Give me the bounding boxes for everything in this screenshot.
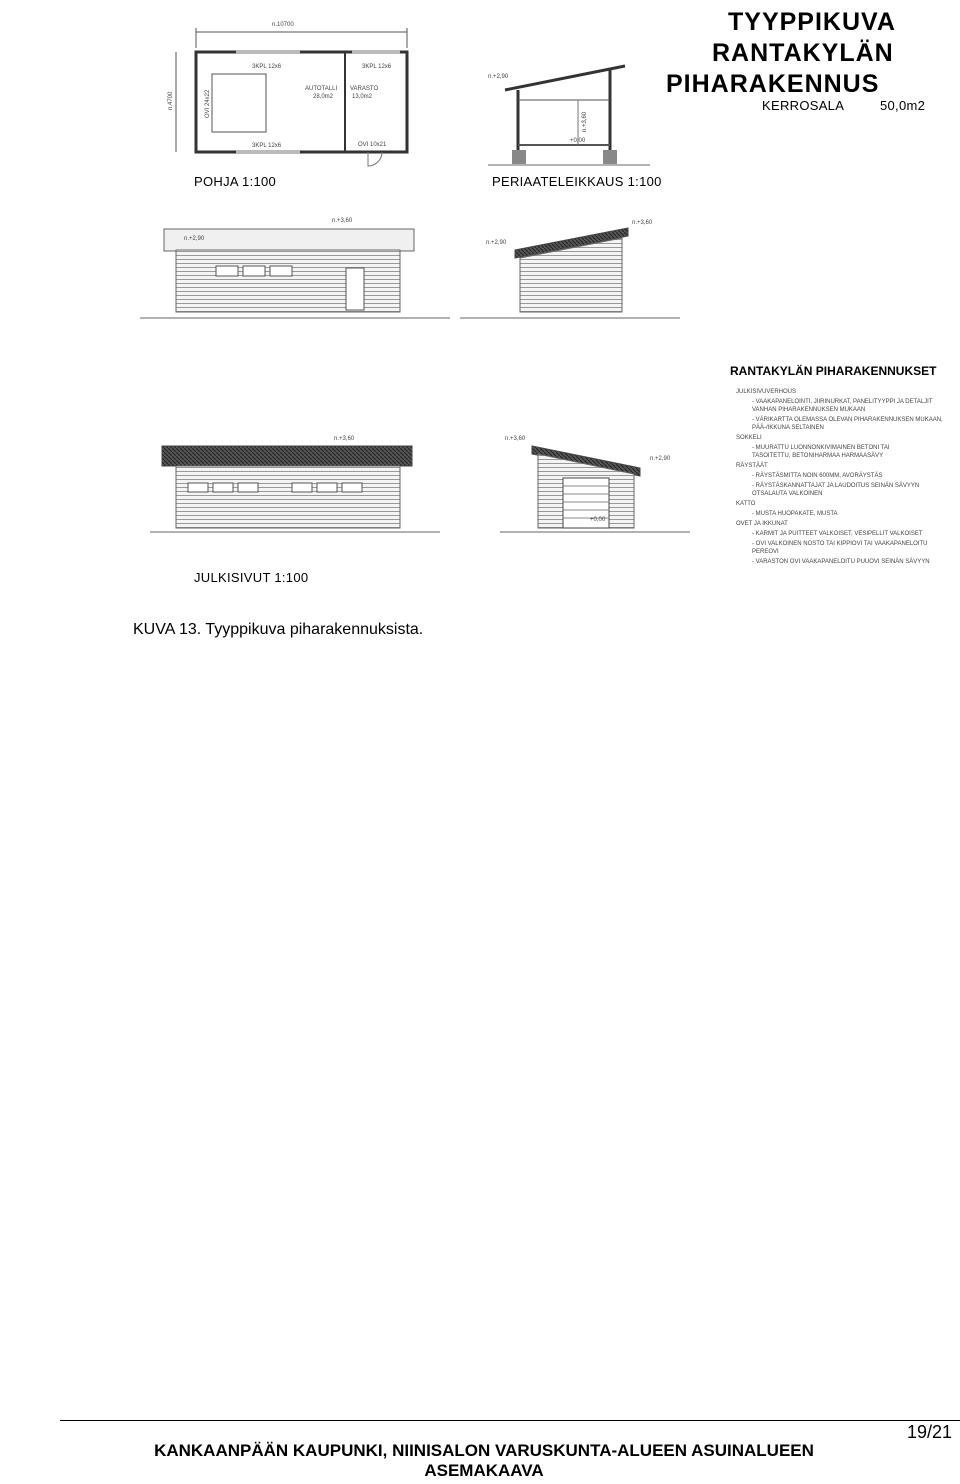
legend-item-11: OTSALAUTA VALKOINEN bbox=[752, 491, 823, 497]
elevation-lower-long bbox=[150, 436, 440, 532]
elev1-level-d: n.+3,60 bbox=[332, 218, 353, 224]
legend-item-16: - OVI VALKOINEN NOSTO TAI KIPPIOVI TAI VAAKAPANELOITU bbox=[752, 541, 928, 547]
elevations-label: JULKISIVUT 1:100 bbox=[194, 570, 309, 585]
plan-storage-area: 13,0m2 bbox=[352, 94, 373, 100]
elev2-level-f: n.+3,60 bbox=[632, 220, 653, 226]
elev4-level-j: n.+2,90 bbox=[650, 456, 671, 462]
plan-label: POHJA 1:100 bbox=[194, 174, 277, 189]
legend-item-5: SOKKELI bbox=[736, 435, 762, 441]
plan-storage: VARASTO bbox=[350, 86, 379, 92]
legend-item-1: - VAAKAPANELOINTI, JIIRINURKAT, PANELITYYPPI JA DETALJIT bbox=[752, 399, 933, 405]
elev4-level-l: +0,00 bbox=[590, 517, 606, 523]
legend-item-18: - VARASTON OVI VAAKAPANELOITU PUUOVI SEINÄN SÄVYYN bbox=[752, 559, 930, 565]
header-line2: RANTAKYLÄN bbox=[712, 39, 894, 67]
section-level-a: n.+2,90 bbox=[488, 74, 509, 80]
plan-window-bottom: 3KPL 12x6 bbox=[252, 143, 282, 149]
plan-window-top1: 3KPL 12x6 bbox=[252, 64, 282, 70]
footer-divider bbox=[60, 1420, 960, 1421]
legend-item-6: - MUURATTU LUONNONKIVIMAINEN BETONI TAI bbox=[752, 445, 890, 451]
plan-door: OVI 10x21 bbox=[358, 142, 387, 148]
plan-overall-width: n.10700 bbox=[272, 22, 294, 28]
legend-item-15: - KARMIT JA PUITTEET VALKOISET, VESIPELLIT VALKOISET bbox=[752, 531, 923, 537]
section-level-b: n.+3,60 bbox=[582, 111, 588, 132]
elev1-level-e: n.+2,90 bbox=[184, 236, 205, 242]
legend-item-3: - VÄRIKARTTA OLEMASSA OLEVAN PIHARAKENNUKSEN MUKAAN, bbox=[752, 417, 943, 423]
figure-caption: KUVA 13. Tyyppikuva piharakennuksista. bbox=[133, 621, 424, 638]
elev4-level-i: n.+3,60 bbox=[505, 436, 526, 442]
section-drawing bbox=[488, 66, 650, 165]
legend-item-7: TASOITETTU, BETONIHARMAA HARMAASÄVY bbox=[752, 453, 884, 459]
header-line1: TYYPPIKUVA bbox=[728, 8, 896, 36]
legend-item-10: - RÄYSTÄSKANNATTAJAT JA LAUDOITUS SEINÄN SÄVYYN bbox=[752, 483, 920, 489]
header-line3: PIHARAKENNUS bbox=[666, 70, 880, 98]
legend-item-2: VANHAN PIHARAKENNUKSEN MUKAAN bbox=[752, 407, 866, 413]
elevation-upper-long bbox=[140, 218, 450, 318]
footer-line1: KANKAANPÄÄN KAUPUNKI, NIINISALON VARUSKUNTA-ALUEEN ASUINALUEEN bbox=[154, 1441, 814, 1460]
page-number: 19/21 bbox=[906, 1422, 952, 1442]
plan-window-top2: 3KPL 12x6 bbox=[362, 64, 392, 70]
legend-item-9: - RÄYSTÄSMITTA NOIN 600MM, AVORÄYSTÄS bbox=[752, 473, 883, 479]
legend-item-13: - MUSTA HUOPAKATE, MUSTA bbox=[752, 511, 838, 517]
plan-overall-depth: n.4700 bbox=[168, 91, 174, 110]
legend-item-0: JULKISIVUVERHOUS bbox=[736, 389, 797, 395]
legend-title: RANTAKYLÄN PIHARAKENNUKSET bbox=[730, 364, 937, 378]
legend bbox=[730, 363, 943, 565]
legend-item-12: KATTO bbox=[736, 501, 756, 507]
elev2-level-g: n.+2,90 bbox=[486, 240, 507, 246]
header-area-value: 50,0m2 bbox=[880, 98, 926, 113]
section-label: PERIAATELEIKKAUS 1:100 bbox=[492, 174, 662, 189]
legend-item-17: PEREOVI bbox=[752, 549, 779, 555]
legend-item-14: OVET JA IKKUNAT bbox=[736, 521, 788, 527]
footer-line2: ASEMAKAAVA bbox=[424, 1461, 544, 1480]
elevation-upper-gable bbox=[460, 220, 680, 318]
plan-garage: AUTOTALLI bbox=[305, 86, 338, 92]
header-area-label: KERROSALA bbox=[762, 98, 845, 113]
section-level-c: +0,00 bbox=[570, 138, 586, 144]
document-footer bbox=[60, 1441, 908, 1481]
legend-item-8: RÄYSTÄÄT bbox=[736, 463, 768, 469]
plan-garage-door: OVI 24x22 bbox=[205, 89, 211, 118]
floor-plan bbox=[168, 22, 407, 166]
elev3-level-h: n.+3,60 bbox=[334, 436, 355, 442]
plan-garage-area: 28,0m2 bbox=[313, 94, 334, 100]
type-drawing-figure bbox=[0, 0, 960, 610]
legend-item-4: PÄÄ-/IKKUNA SELTAINEN bbox=[752, 425, 824, 431]
